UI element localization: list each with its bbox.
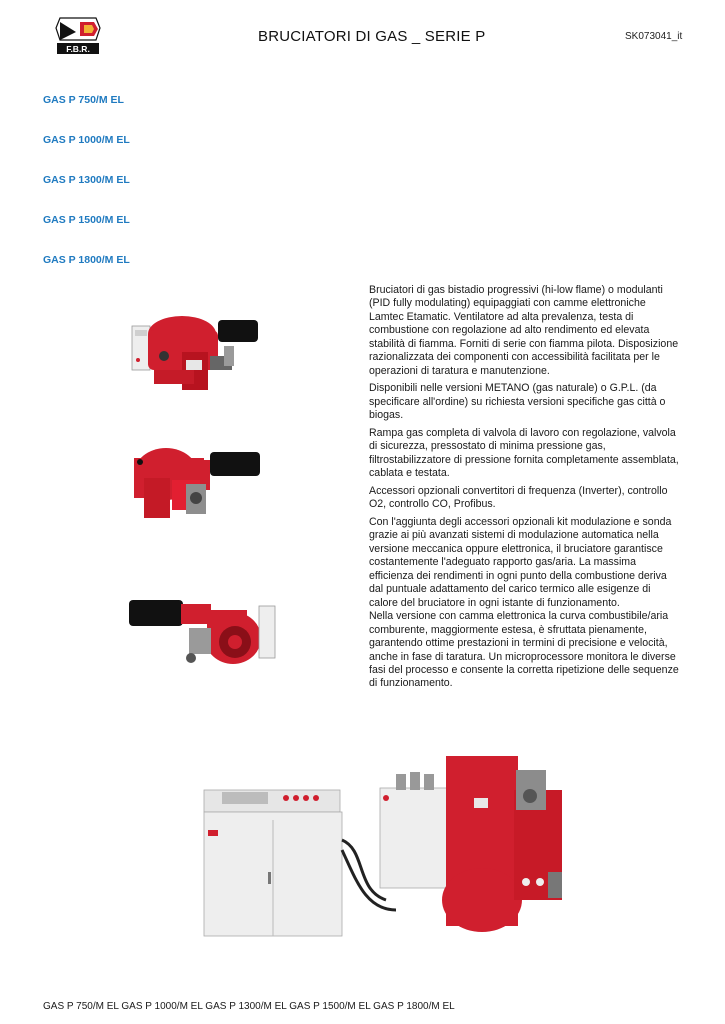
burner-image-side bbox=[124, 300, 262, 396]
burner-image-front bbox=[128, 440, 262, 522]
burner-image-rear bbox=[127, 598, 277, 670]
model-link-1800[interactable]: GAS P 1800/M EL bbox=[43, 254, 130, 266]
model-link-1000[interactable]: GAS P 1000/M EL bbox=[43, 134, 130, 146]
description-paragraph: Disponibili nelle versioni METANO (gas naturale) o G.P.L. (da specificare all'ordine) su richiesta versioni specifiche gas città o biogas. bbox=[369, 382, 666, 422]
footer-models: GAS P 750/M EL GAS P 1000/M EL GAS P 1300/M EL GAS P 1500/M EL GAS P 1800/M EL bbox=[43, 1001, 455, 1012]
logo-text: F.B.R. bbox=[66, 44, 90, 54]
model-link-1500[interactable]: GAS P 1500/M EL bbox=[43, 214, 130, 226]
model-link-750[interactable]: GAS P 750/M EL bbox=[43, 94, 124, 106]
burner-with-control-panel-image bbox=[196, 750, 578, 942]
description-paragraph: Bruciatori di gas bistadio progressivi (hi-low flame) o modulanti (PID fully modulating) equipaggiati con camme elettroniche Lamtec Etamatic. Ventilatore ad alta prevalenza, testa di combustione con regolazione ad alto rendimento ed elevata stabilità di fiamma. Forniti di serie con fiamma pilota. Disposizione razionalizzata dei componenti con accessibilità facilitata per le operazioni di taratura e manutenzione. bbox=[369, 284, 679, 377]
description-paragraph: Rampa gas completa di valvola di lavoro con regolazione, valvola di sicurezza, pressostato di minima pressione gas, filtrostabilizzatore di pressione fornita completamente assemblata, cablata e testata. bbox=[369, 426, 679, 480]
description-paragraph: Con l'aggiunta degli accessori opzionali kit modulazione e sonda grazie ai più avanzati sistemi di modulazione automatica nella versione meccanica oppure elettronica, il bruciatore garantisce costantemente l'adeguato rapporto gas/aria. La massima efficienza dei rendimenti in ogni punto della combustione deriva dal puntuale adattamento del carico termico alle esigenze di calore del bruciatore in ogni istante di funzionamento. Nella versione con camma elettronica la curva combustibile/aria comburente, maggiormente estesa, è sfruttata pienamente, garantendo ottime prestazioni in termini di precisione e velocità, anche in fase di taratura. Un microprocessore monitora le diverse fasi del processo e consente la corretta ripetizione delle sequenze di funzionamento. bbox=[369, 516, 679, 690]
product-description bbox=[369, 284, 681, 695]
page-title: BRUCIATORI DI GAS _ SERIE P bbox=[258, 28, 486, 45]
description-paragraph: Accessori opzionali convertitori di frequenza (Inverter), controllo O2, controllo CO, Profibus. bbox=[369, 484, 668, 511]
model-list bbox=[43, 94, 130, 294]
document-code: SK073041_it bbox=[625, 31, 683, 42]
fbr-logo bbox=[54, 16, 102, 56]
model-link-1300[interactable]: GAS P 1300/M EL bbox=[43, 174, 130, 186]
